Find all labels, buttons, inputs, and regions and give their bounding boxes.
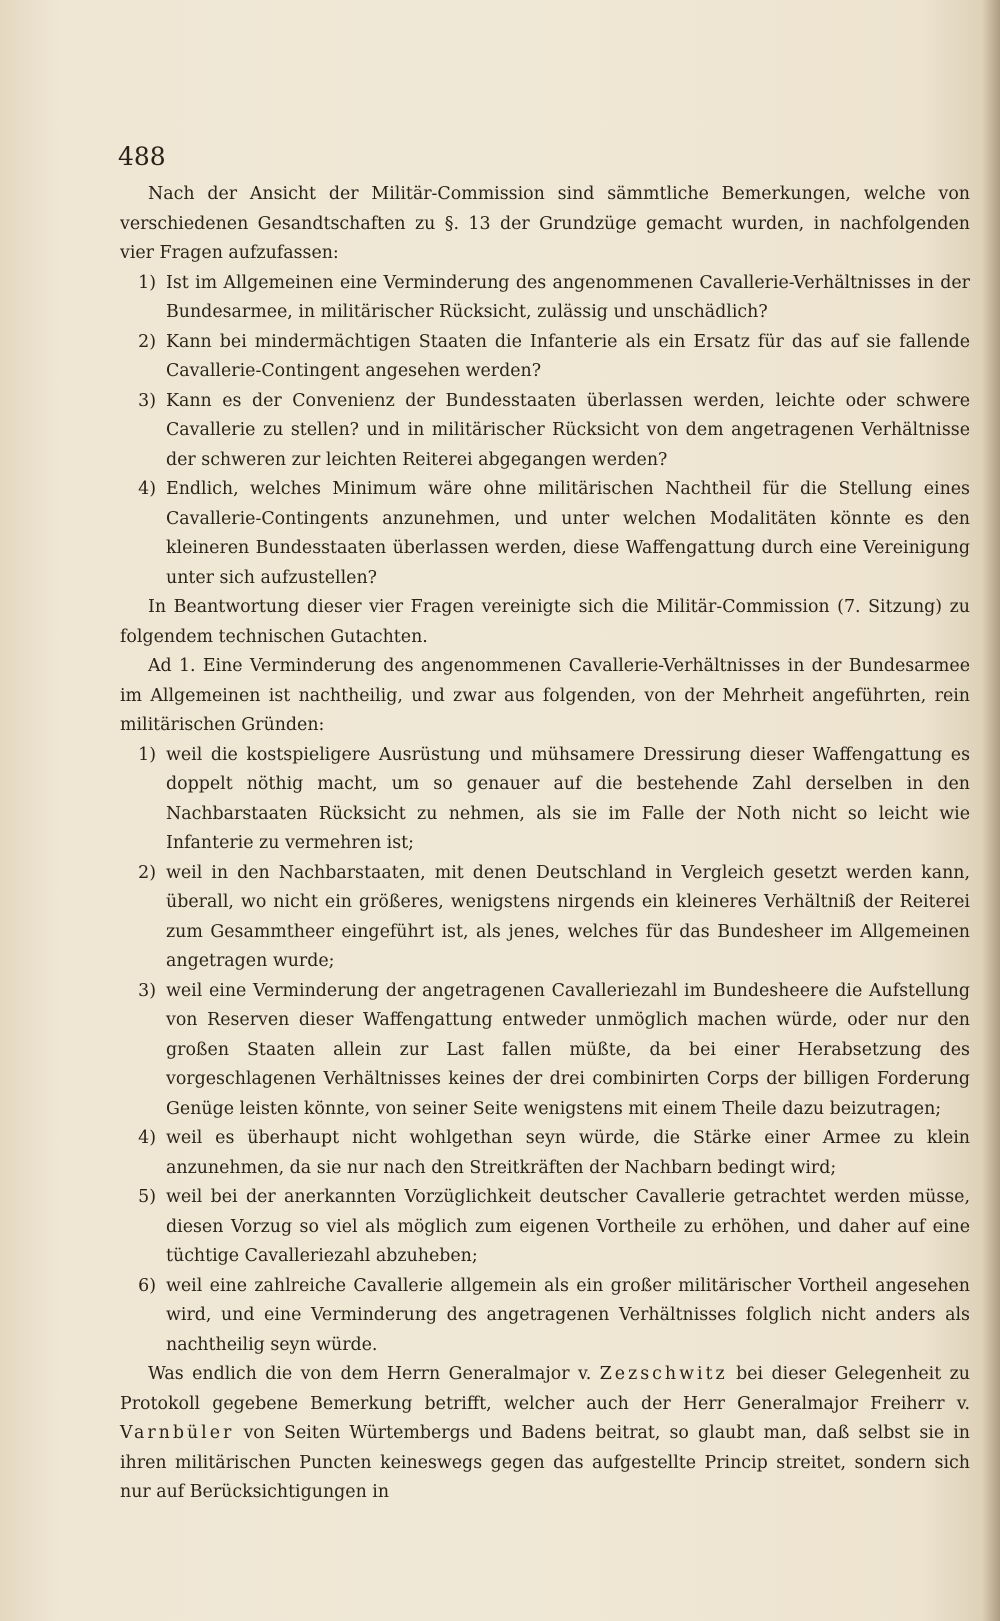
reason-number: 3) bbox=[138, 980, 156, 1001]
question-text: Kann es der Convenienz der Bundesstaaten überlassen werden, leichte oder schwere Cavallerie zu stellen? und in militärischer Rücksicht von dem angetragenen Verhältnisse der schweren zur leichten Reiterei abgegangen werden? bbox=[166, 390, 970, 470]
reason-item bbox=[120, 741, 970, 859]
closing-name-1: Zezschwitz bbox=[599, 1364, 728, 1384]
reason-text: weil in den Nachbarstaaten, mit denen Deutschland in Vergleich gesetzt werden kann, überall, wo nicht ein größeres, wenigstens nirgends ein kleineres Verhältniß der Reiterei zum Gesammtheer eingeführt ist, als jenes, welches für das Bundesheer im Allgemeinen angetragen wurde; bbox=[166, 862, 970, 971]
reason-number: 5) bbox=[138, 1187, 156, 1207]
closing-text-3: von Seiten Würtembergs und Badens beitrat, so glaubt man, daß selbst sie in ihren militärischen Puncten keineswegs gegen das aufgestellte Princip streitet, sondern sich nur auf Berücksichtigungen in bbox=[120, 1423, 970, 1502]
question-number: 2) bbox=[138, 331, 156, 352]
closing-name-2: Varnbüler bbox=[120, 1423, 235, 1443]
question-item bbox=[120, 475, 970, 593]
reason-number: 6) bbox=[138, 1275, 156, 1296]
closing-paragraph bbox=[120, 1360, 970, 1508]
reason-text: weil eine Verminderung der angetragenen Cavalleriezahl im Bundesheere die Aufstellung von Reserven dieser Waffengattung entweder unmöglich machen würde, oder nur den großen Staaten allein zur Last fallen müßte, da bei einer Herabsetzung des vorgeschlagenen Verhältnisses keines der drei combinirten Corps der billigen Forderung Genüge leisten könnte, von seiner Seite wenigstens mit einem Theile dazu beizutragen; bbox=[166, 980, 970, 1119]
question-item bbox=[120, 269, 970, 328]
reason-number: 1) bbox=[138, 744, 156, 765]
intro-paragraph: Nach der Ansicht der Militär-Commission sind sämmtliche Bemerkungen, welche von verschiedenen Gesandtschaften zu §. 13 der Grundzüge gemacht wurden, in nachfolgenden vier Fragen aufzufassen: bbox=[120, 184, 970, 263]
closing-text-2: bei dieser Gelegenheit zu Protokoll gegebene Bemerkung betrifft, welcher auch der Herr Generalmajor Freiherr v. bbox=[120, 1364, 970, 1414]
page-number: 488 bbox=[118, 142, 166, 171]
question-text: Endlich, welches Minimum wäre ohne militärischen Nachtheil für die Stellung eines Cavallerie-Contingents anzunehmen, und unter welchen Modalitäten könnte es den kleineren Bundesstaaten überlassen werden, diese Waffengattung durch eine Vereinigung unter sich aufzustellen? bbox=[166, 479, 970, 588]
question-number: 4) bbox=[138, 479, 156, 499]
reason-number: 2) bbox=[138, 862, 156, 883]
reason-text: weil eine zahlreiche Cavallerie allgemein als ein großer militärischer Vortheil angesehen wird, und eine Verminderung des angetragenen Verhältnisses folglich nicht anders als nachtheilig seyn würde. bbox=[166, 1275, 970, 1355]
reason-text: weil die kostspieligere Ausrüstung und mühsamere Dressirung dieser Waffengattung es doppelt nöthig macht, um so genauer auf die bestehende Zahl derselben in den Nachbarstaaten Rücksicht zu nehmen, als sie im Falle der Noth nicht so leicht wie Infanterie zu vermehren ist; bbox=[166, 744, 970, 853]
reason-text: weil es überhaupt nicht wohlgethan seyn würde, die Stärke einer Armee zu klein anzunehmen, da sie nur nach den Streitkräften der Nachbarn bedingt wird; bbox=[166, 1128, 970, 1178]
question-number: 1) bbox=[138, 272, 156, 293]
page-edge-shadow bbox=[982, 0, 1000, 1621]
answer-intro-paragraph: In Beantwortung dieser vier Fragen vereinigte sich die Militär-Commission (7. Sitzung) zu folgendem technischen Gutachten. bbox=[120, 597, 970, 647]
reason-text: weil bei der anerkannten Vorzüglichkeit deutscher Cavallerie getrachtet werden müsse, diesen Vorzug so viel als möglich zum eigenen Vortheile zu erhöhen, und daher auf eine tüchtige Cavalleriezahl abzuheben; bbox=[166, 1187, 970, 1266]
reason-item bbox=[120, 1272, 970, 1361]
question-item bbox=[120, 328, 970, 387]
reason-item bbox=[120, 977, 970, 1125]
reason-item bbox=[120, 1183, 970, 1272]
ad1-paragraph: Ad 1. Eine Verminderung des angenommenen Cavallerie-Verhältnisses in der Bundesarmee im Allgemeinen ist nachtheilig, und zwar aus folgenden, von der Mehrheit angeführten, rein militärischen Gründen: bbox=[120, 656, 970, 735]
question-number: 3) bbox=[138, 390, 156, 411]
question-text: Kann bei mindermächtigen Staaten die Infanterie als ein Ersatz für das auf sie fallende Cavallerie-Contingent angesehen werden? bbox=[166, 331, 970, 381]
body-text bbox=[120, 180, 970, 1508]
question-text: Ist im Allgemeinen eine Verminderung des angenommenen Cavallerie-Verhältnisses in der Bundesarmee, in militärischer Rücksicht, zulässig und unschädlich? bbox=[166, 272, 970, 322]
question-item bbox=[120, 387, 970, 476]
reason-item bbox=[120, 859, 970, 977]
reason-number: 4) bbox=[138, 1128, 156, 1148]
closing-text-1: Was endlich die von dem Herrn Generalmajor v. bbox=[148, 1364, 600, 1384]
reason-item bbox=[120, 1124, 970, 1183]
